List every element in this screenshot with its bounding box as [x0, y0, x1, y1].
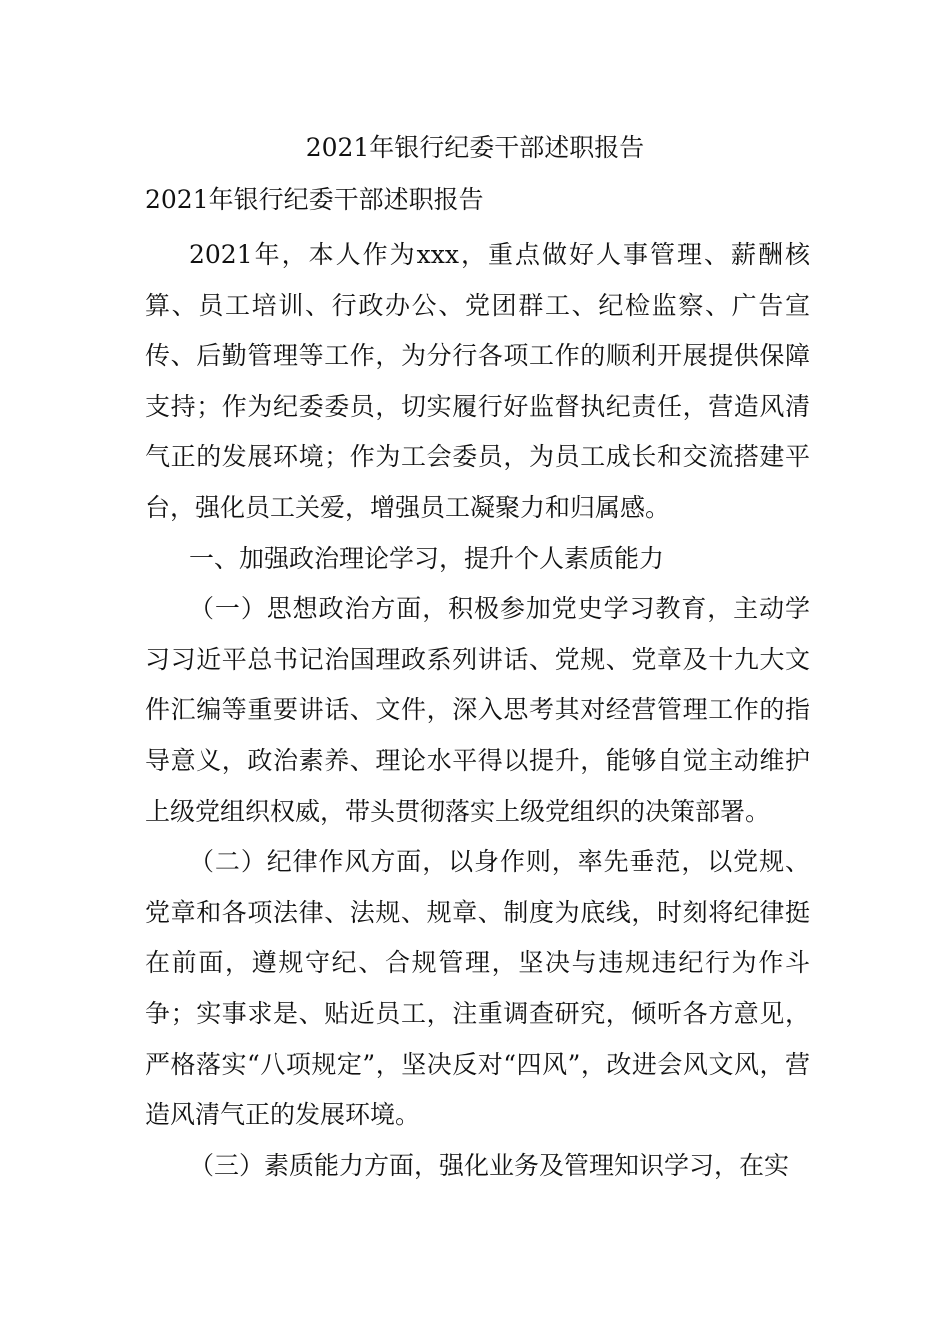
section-heading-1: 一、加强政治理论学习，提升个人素质能力 [189, 543, 665, 573]
document-body [145, 230, 810, 1191]
paragraph-political: （一）思想政治方面，积极参加党史学习教育，主动学习习近平总书记治国理政系列讲话、党规、党章及十九大文件汇编等重要讲话、文件，深入思考其对经营管理工作的指导意义，政治素养、理论水平得以提升，能够自觉主动维护上级党组织权威，带头贯彻落实上级党组织的决策部署。 [145, 594, 810, 826]
paragraph-intro: 2021年，本人作为xxx，重点做好人事管理、薪酬核算、员工培训、行政办公、党团群工、纪检监察、广告宣传、后勤管理等工作，为分行各项工作的顺利开展提供保障支持；作为纪委委员，切实履行好监督执纪责任，营造风清气正的发展环境；作为工会委员，为员工成长和交流搭建平台，强化员工关爱，增强员工凝聚力和归属感。 [145, 240, 810, 522]
paragraph-discipline: （二）纪律作风方面，以身作则，率先垂范，以党规、党章和各项法律、法规、规章、制度为底线，时刻将纪律挺在前面，遵规守纪、合规管理，坚决与违规违纪行为作斗争；实事求是、贴近员工，注重调查研究，倾听各方意见，严格落实“八项规定”，坚决反对“四风”，改进会风文风，营造风清气正的发展环境。 [145, 847, 810, 1130]
document-subtitle: 2021年银行纪委干部述职报告 [145, 185, 484, 214]
paragraph-ability: （三）素质能力方面，强化业务及管理知识学习，在实 [189, 1150, 790, 1180]
document-title: 2021年银行纪委干部述职报告 [305, 133, 645, 162]
